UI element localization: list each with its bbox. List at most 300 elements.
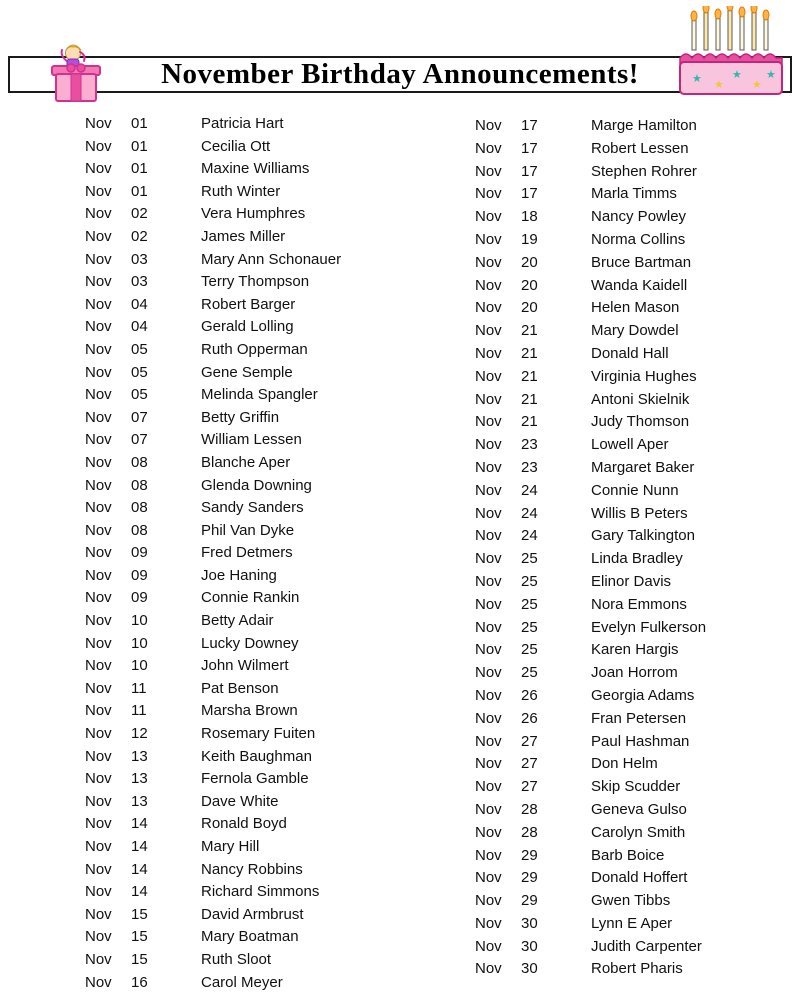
day-cell: 21 [521,344,538,362]
day-cell: 07 [131,431,148,449]
birthday-row [475,138,800,161]
name-cell: Skip Scudder [591,778,681,796]
birthday-row [475,731,800,754]
birthday-row [475,275,800,298]
month-cell: Nov [85,499,112,517]
day-cell: 25 [521,664,538,682]
day-cell: 20 [521,253,538,271]
name-cell: Robert Pharis [591,960,683,978]
name-cell: Helen Mason [591,299,680,317]
page-title: November Birthday Announcements! [161,58,639,90]
birthday-list [85,113,800,994]
name-cell: Nora Emmons [591,595,687,613]
month-cell: Nov [85,905,112,923]
birthday-row [85,226,475,249]
month-cell: Nov [85,725,112,743]
month-cell: Nov [475,914,502,932]
name-cell: Georgia Adams [591,686,695,704]
name-cell: Phil Van Dyke [201,521,295,539]
birthday-column-right [475,115,800,981]
day-cell: 12 [131,725,148,743]
month-cell: Nov [475,276,502,294]
birthday-row [475,685,800,708]
day-cell: 02 [131,227,148,245]
day-cell: 19 [521,230,538,248]
name-cell: Lynn E Aper [591,914,673,932]
month-cell: Nov [85,634,112,652]
birthday-row [475,548,800,571]
month-cell: Nov [85,227,112,245]
birthday-row [475,958,800,981]
month-cell: Nov [85,702,112,720]
birthday-row [85,407,475,430]
month-cell: Nov [85,318,112,336]
birthday-row [85,678,475,701]
month-cell: Nov [85,521,112,539]
birthday-row [85,949,475,972]
svg-text:★: ★ [732,68,742,81]
day-cell: 27 [521,778,538,796]
birthday-row [85,904,475,927]
day-cell: 10 [131,657,148,675]
month-cell: Nov [85,250,112,268]
month-cell: Nov [475,664,502,682]
day-cell: 08 [131,499,148,517]
month-cell: Nov [85,340,112,358]
name-cell: Blanche Aper [201,453,291,471]
day-cell: 23 [521,436,538,454]
birthday-row [475,457,800,480]
name-cell: Gerald Lolling [201,318,294,336]
birthday-row [85,429,475,452]
birthday-row [85,475,475,498]
birthday-row [475,343,800,366]
birthday-row [85,520,475,543]
day-cell: 25 [521,618,538,636]
month-cell: Nov [475,436,502,454]
day-cell: 17 [521,117,538,134]
month-cell: Nov [85,589,112,607]
birthday-row [475,776,800,799]
birthday-row [475,115,800,138]
birthday-row [475,480,800,503]
svg-text:★: ★ [766,68,776,81]
birthday-row [85,791,475,814]
month-cell: Nov [475,960,502,978]
month-cell: Nov [475,550,502,568]
name-cell: Melinda Spangler [201,386,318,404]
name-cell: Glenda Downing [201,476,312,494]
birthday-row [85,813,475,836]
month-cell: Nov [475,755,502,773]
name-cell: Mary Hill [201,838,260,855]
month-cell: Nov [85,860,112,878]
day-cell: 20 [521,276,538,294]
birthday-row [475,867,800,890]
name-cell: Connie Rankin [201,589,300,607]
day-cell: 25 [521,595,538,613]
day-cell: 21 [521,390,538,408]
birthday-row [85,384,475,407]
day-cell: 24 [521,504,538,522]
birthday-row [475,890,800,913]
birthday-row [475,708,800,731]
birthday-row [85,542,475,565]
month-cell: Nov [475,800,502,818]
month-cell: Nov [85,273,112,291]
day-cell: 30 [521,960,538,978]
month-cell: Nov [85,657,112,675]
day-cell: 09 [131,589,148,607]
birthday-row [85,972,475,995]
day-cell: 13 [131,792,148,810]
name-cell: Ronald Boyd [201,815,287,833]
name-cell: Patricia Hart [201,115,284,132]
day-cell: 17 [521,162,538,180]
month-cell: Nov [475,208,502,226]
month-cell: Nov [85,950,112,968]
birthday-row [85,723,475,746]
name-cell: Ruth Opperman [201,340,308,358]
name-cell: Wanda Kaidell [591,276,688,294]
name-cell: Virginia Hughes [591,367,697,385]
month-cell: Nov [85,205,112,223]
month-cell: Nov [85,544,112,562]
month-cell: Nov [475,458,502,476]
month-cell: Nov [85,408,112,426]
month-cell: Nov [85,928,112,946]
day-cell: 29 [521,892,538,910]
month-cell: Nov [85,453,112,471]
month-cell: Nov [475,937,502,955]
birthday-row [85,113,475,136]
name-cell: Geneva Gulso [591,800,687,818]
name-cell: Margaret Baker [591,458,695,476]
month-cell: Nov [85,137,112,155]
name-cell: William Lessen [201,431,302,449]
day-cell: 13 [131,747,148,765]
day-cell: 01 [131,137,148,155]
name-cell: Don Helm [591,755,658,773]
birthday-row [475,639,800,662]
day-cell: 05 [131,386,148,404]
month-cell: Nov [475,481,502,499]
month-cell: Nov [85,476,112,494]
header-banner [8,56,792,93]
name-cell: Gwen Tibbs [591,892,671,910]
name-cell: Keith Baughman [201,747,312,765]
name-cell: Joe Haning [201,566,277,584]
birthday-row [475,822,800,845]
month-cell: Nov [475,299,502,317]
name-cell: Willis B Peters [591,504,688,522]
day-cell: 01 [131,160,148,178]
birthday-row [475,320,800,343]
month-cell: Nov [475,322,502,340]
name-cell: Connie Nunn [591,481,679,499]
month-cell: Nov [475,823,502,841]
name-cell: Robert Barger [201,295,296,313]
birthday-row [85,452,475,475]
month-cell: Nov [475,185,502,203]
month-cell: Nov [85,883,112,901]
name-cell: Terry Thompson [201,273,310,291]
name-cell: Ruth Winter [201,182,281,200]
day-cell: 13 [131,770,148,788]
birthday-row [85,565,475,588]
month-cell: Nov [85,386,112,404]
month-cell: Nov [475,117,502,134]
birthday-row [85,610,475,633]
month-cell: Nov [475,595,502,613]
name-cell: Evelyn Fulkerson [591,618,707,636]
day-cell: 11 [131,679,147,697]
day-cell: 24 [521,481,538,499]
month-cell: Nov [85,679,112,697]
name-cell: Donald Hall [591,344,669,362]
name-cell: Gary Talkington [591,527,695,545]
day-cell: 27 [521,732,538,750]
day-cell: 04 [131,295,148,313]
day-cell: 07 [131,408,148,426]
birthday-row [85,926,475,949]
birthday-row [85,203,475,226]
month-cell: Nov [475,618,502,636]
month-cell: Nov [475,162,502,180]
day-cell: 28 [521,800,538,818]
month-cell: Nov [475,892,502,910]
day-cell: 21 [521,413,538,431]
birthday-row [85,587,475,610]
month-cell: Nov [85,838,112,855]
day-cell: 28 [521,823,538,841]
day-cell: 03 [131,273,148,291]
day-cell: 10 [131,612,148,630]
name-cell: Robert Lessen [591,139,689,157]
month-cell: Nov [475,846,502,864]
day-cell: 08 [131,521,148,539]
name-cell: Bruce Bartman [591,253,692,271]
birthday-row [475,936,800,959]
month-cell: Nov [85,770,112,788]
month-cell: Nov [475,572,502,590]
birthday-row [85,294,475,317]
name-cell: Cecilia Ott [201,137,271,155]
day-cell: 01 [131,115,148,132]
name-cell: Linda Bradley [591,550,683,568]
day-cell: 17 [521,185,538,203]
day-cell: 15 [131,950,148,968]
name-cell: Vera Humphres [201,205,306,223]
name-cell: Stephen Rohrer [591,162,697,180]
birthday-row [475,662,800,685]
birthday-row [475,252,800,275]
day-cell: 26 [521,686,538,704]
name-cell: Paul Hashman [591,732,690,750]
name-cell: Betty Griffin [201,408,280,426]
day-cell: 15 [131,905,148,923]
birthday-row [475,503,800,526]
gift-icon [40,42,112,104]
day-cell: 16 [131,973,148,991]
day-cell: 05 [131,340,148,358]
birthday-row [85,633,475,656]
name-cell: Rosemary Fuiten [201,725,316,743]
day-cell: 24 [521,527,538,545]
month-cell: Nov [475,504,502,522]
name-cell: Nancy Robbins [201,860,303,878]
month-cell: Nov [85,747,112,765]
birthday-column-left [85,113,475,994]
name-cell: Karen Hargis [591,641,679,659]
month-cell: Nov [475,527,502,545]
birthday-row [475,389,800,412]
name-cell: Fernola Gamble [201,770,309,788]
name-cell: Sandy Sanders [201,499,304,517]
name-cell: Betty Adair [201,612,274,630]
month-cell: Nov [475,641,502,659]
day-cell: 30 [521,937,538,955]
month-cell: Nov [475,869,502,887]
day-cell: 21 [521,367,538,385]
birthday-row [475,183,800,206]
day-cell: 30 [521,914,538,932]
name-cell: Joan Horrom [591,664,678,682]
month-cell: Nov [85,295,112,313]
name-cell: Nancy Powley [591,208,687,226]
name-cell: Richard Simmons [201,883,320,901]
birthday-row [85,271,475,294]
day-cell: 25 [521,550,538,568]
name-cell: Fran Petersen [591,709,687,727]
day-cell: 02 [131,205,148,223]
month-cell: Nov [475,390,502,408]
month-cell: Nov [475,344,502,362]
birthday-row [85,339,475,362]
name-cell: Ruth Sloot [201,950,272,968]
day-cell: 25 [521,572,538,590]
birthday-row [85,249,475,272]
month-cell: Nov [475,139,502,157]
birthday-row [475,753,800,776]
name-cell: David Armbrust [201,905,304,923]
name-cell: Judy Thomson [591,413,690,431]
month-cell: Nov [475,413,502,431]
svg-text:★: ★ [692,72,702,85]
month-cell: Nov [85,363,112,381]
month-cell: Nov [475,367,502,385]
day-cell: 11 [131,702,147,720]
day-cell: 09 [131,566,148,584]
month-cell: Nov [85,566,112,584]
name-cell: Maxine Williams [201,160,310,178]
day-cell: 15 [131,928,148,946]
day-cell: 04 [131,318,148,336]
day-cell: 18 [521,208,538,226]
svg-text:★: ★ [752,78,762,91]
svg-text:★: ★ [714,78,724,91]
birthday-row [85,836,475,859]
month-cell: Nov [475,253,502,271]
name-cell: Lucky Downey [201,634,299,652]
day-cell: 09 [131,544,148,562]
birthday-row [475,411,800,434]
birthday-row [475,617,800,640]
day-cell: 29 [521,869,538,887]
name-cell: Fred Detmers [201,544,293,562]
birthday-row [475,799,800,822]
birthday-row [85,497,475,520]
birthday-row [85,158,475,181]
name-cell: John Wilmert [201,657,289,675]
name-cell: Mary Ann Schonauer [201,250,342,268]
birthday-row [85,655,475,678]
name-cell: Norma Collins [591,230,686,248]
day-cell: 03 [131,250,148,268]
day-cell: 25 [521,641,538,659]
birthday-row [85,700,475,723]
birthday-row [475,229,800,252]
birthday-row [85,136,475,159]
birthday-row [85,881,475,904]
birthday-row [475,845,800,868]
month-cell: Nov [475,230,502,248]
month-cell: Nov [475,778,502,796]
day-cell: 14 [131,860,148,878]
day-cell: 14 [131,815,148,833]
day-cell: 26 [521,709,538,727]
day-cell: 01 [131,182,148,200]
month-cell: Nov [85,431,112,449]
name-cell: Gene Semple [201,363,293,381]
day-cell: 20 [521,299,538,317]
name-cell: Mary Dowdel [591,322,679,340]
month-cell: Nov [475,686,502,704]
birthday-row [85,316,475,339]
month-cell: Nov [85,973,112,991]
month-cell: Nov [85,612,112,630]
name-cell: Lowell Aper [591,436,669,454]
birthday-row [475,594,800,617]
birthday-row [85,859,475,882]
day-cell: 08 [131,476,148,494]
day-cell: 05 [131,363,148,381]
birthday-row [475,913,800,936]
day-cell: 10 [131,634,148,652]
day-cell: 27 [521,755,538,773]
name-cell: Antoni Skielnik [591,390,690,408]
day-cell: 21 [521,322,538,340]
name-cell: Carol Meyer [201,973,283,991]
day-cell: 23 [521,458,538,476]
birthday-row [475,571,800,594]
month-cell: Nov [85,160,112,178]
day-cell: 29 [521,846,538,864]
day-cell: 08 [131,453,148,471]
name-cell: Mary Boatman [201,928,299,946]
birthday-row [85,746,475,769]
name-cell: James Miller [201,227,286,245]
day-cell: 14 [131,883,148,901]
name-cell: Barb Boice [591,846,665,864]
name-cell: Pat Benson [201,679,279,697]
month-cell: Nov [475,732,502,750]
birthday-row [85,768,475,791]
name-cell: Donald Hoffert [591,869,688,887]
name-cell: Dave White [201,792,279,810]
name-cell: Marsha Brown [201,702,298,720]
birthday-row [475,366,800,389]
